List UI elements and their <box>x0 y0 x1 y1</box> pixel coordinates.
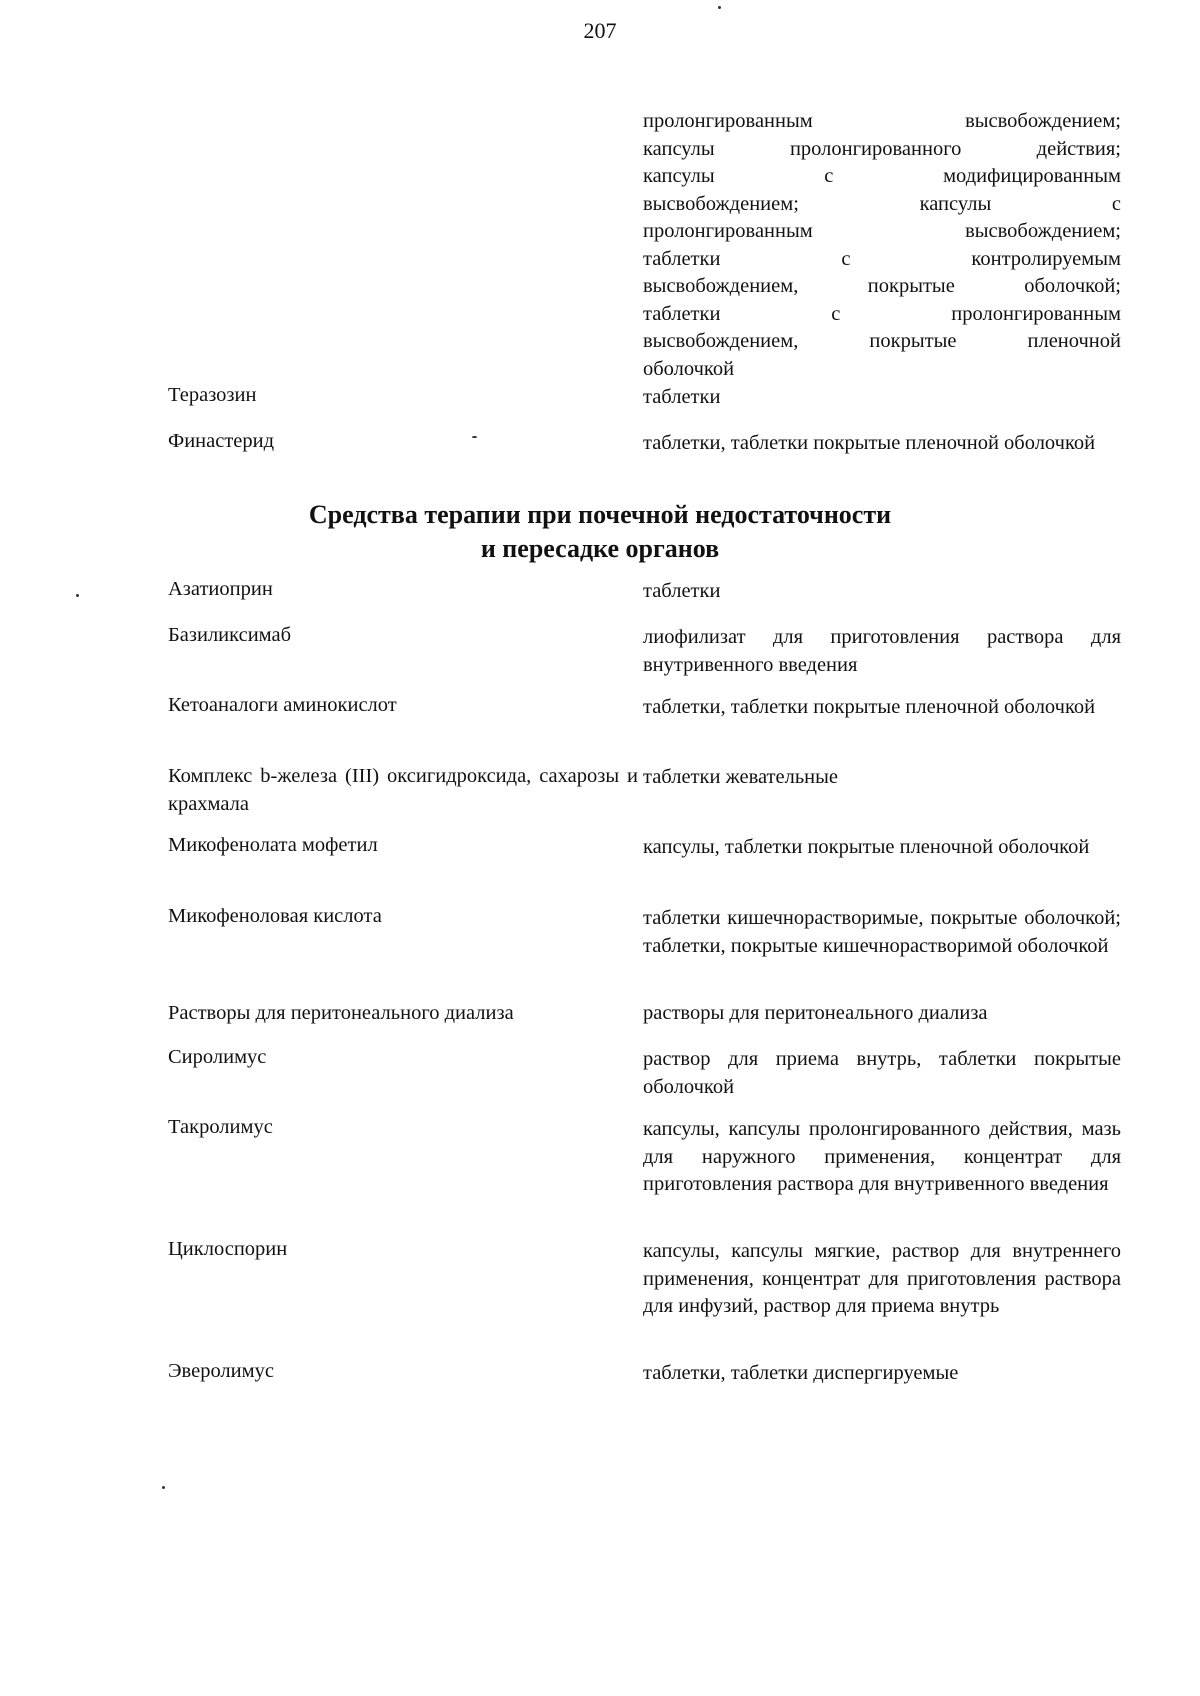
continuation-line: высвобождением, покрытые пленочной <box>643 330 1121 352</box>
drug-form: таблетки <box>643 386 721 408</box>
drug-name: Теразозин <box>168 384 257 406</box>
drug-name: Кетоаналоги аминокислот <box>168 694 397 716</box>
drug-name: Комплекс b-железа (III) оксигидроксида, сахарозы и крахмала <box>168 765 638 815</box>
drug-name: Азатиоприн <box>168 578 273 600</box>
drug-name: Эверолимус <box>168 1360 274 1382</box>
drug-form: таблетки, таблетки покрытые пленочной оболочкой <box>643 432 1096 454</box>
drug-name: Сиролимус <box>168 1046 267 1068</box>
continuation-line: таблетки с контролируемым <box>643 247 1121 270</box>
continuation-line: высвобождением; капсулы с <box>643 192 1121 215</box>
drug-form: таблетки <box>643 580 721 602</box>
drug-form: таблетки, таблетки диспергируемые <box>643 1362 959 1384</box>
continuation-line: капсулы с модифицированным <box>643 165 1121 187</box>
continuation-line: таблетки с пролонгированным <box>643 302 1121 325</box>
drug-name: Финастерид <box>168 430 275 452</box>
drug-name: Микофенолата мофетил <box>168 834 378 856</box>
continuation-forms <box>643 108 1121 383</box>
drug-form: раствор для приема внутрь, таблетки покрытые оболочкой <box>643 1048 1121 1098</box>
scan-speck <box>76 594 79 597</box>
continuation-line: пролонгированным высвобождением; <box>643 110 1121 132</box>
drug-form: таблетки жевательные <box>643 766 839 788</box>
drug-name: Базиликсимаб <box>168 624 292 646</box>
continuation-line: пролонгированным высвобождением; <box>643 220 1121 242</box>
continuation-line: оболочкой <box>643 357 735 380</box>
section-title <box>0 498 1200 566</box>
scan-speck <box>718 6 721 9</box>
drug-form: лиофилизат для приготовления раствора для внутривенного введения <box>643 626 1121 676</box>
drug-name: Циклоспорин <box>168 1238 288 1260</box>
continuation-line: высвобождением, покрытые оболочкой; <box>643 275 1121 297</box>
drug-name: Микофеноловая кислота <box>168 905 382 927</box>
drug-name: Растворы для перитонеального диализа <box>168 1002 514 1024</box>
scan-speck <box>472 436 477 438</box>
drug-form: капсулы, таблетки покрытые пленочной оболочкой <box>643 836 1090 858</box>
drug-form: таблетки кишечнорастворимые, покрытые оболочкой; таблетки, покрытые кишечнорастворимой оболочкой <box>643 907 1121 957</box>
scan-speck <box>162 1486 165 1489</box>
section-title-line: Средства терапии при почечной недостаточности <box>308 500 892 529</box>
page-number: 207 <box>583 18 617 43</box>
drug-name: Такролимус <box>168 1116 273 1138</box>
drug-form: растворы для перитонеального диализа <box>643 1002 988 1024</box>
drug-form: таблетки, таблетки покрытые пленочной оболочкой <box>643 696 1096 718</box>
drug-form: капсулы, капсулы пролонгированного действия, мазь для наружного применения, концентрат для приготовления раствора для внутривенного введения <box>643 1118 1121 1195</box>
drug-form: капсулы, капсулы мягкие, раствор для внутреннего применения, концентрат для приготовления раствора для инфузий, раствор для приема внутрь <box>643 1240 1121 1317</box>
continuation-line: капсулы пролонгированного действия; <box>643 137 1121 160</box>
section-title-line: и пересадке органов <box>480 534 720 563</box>
